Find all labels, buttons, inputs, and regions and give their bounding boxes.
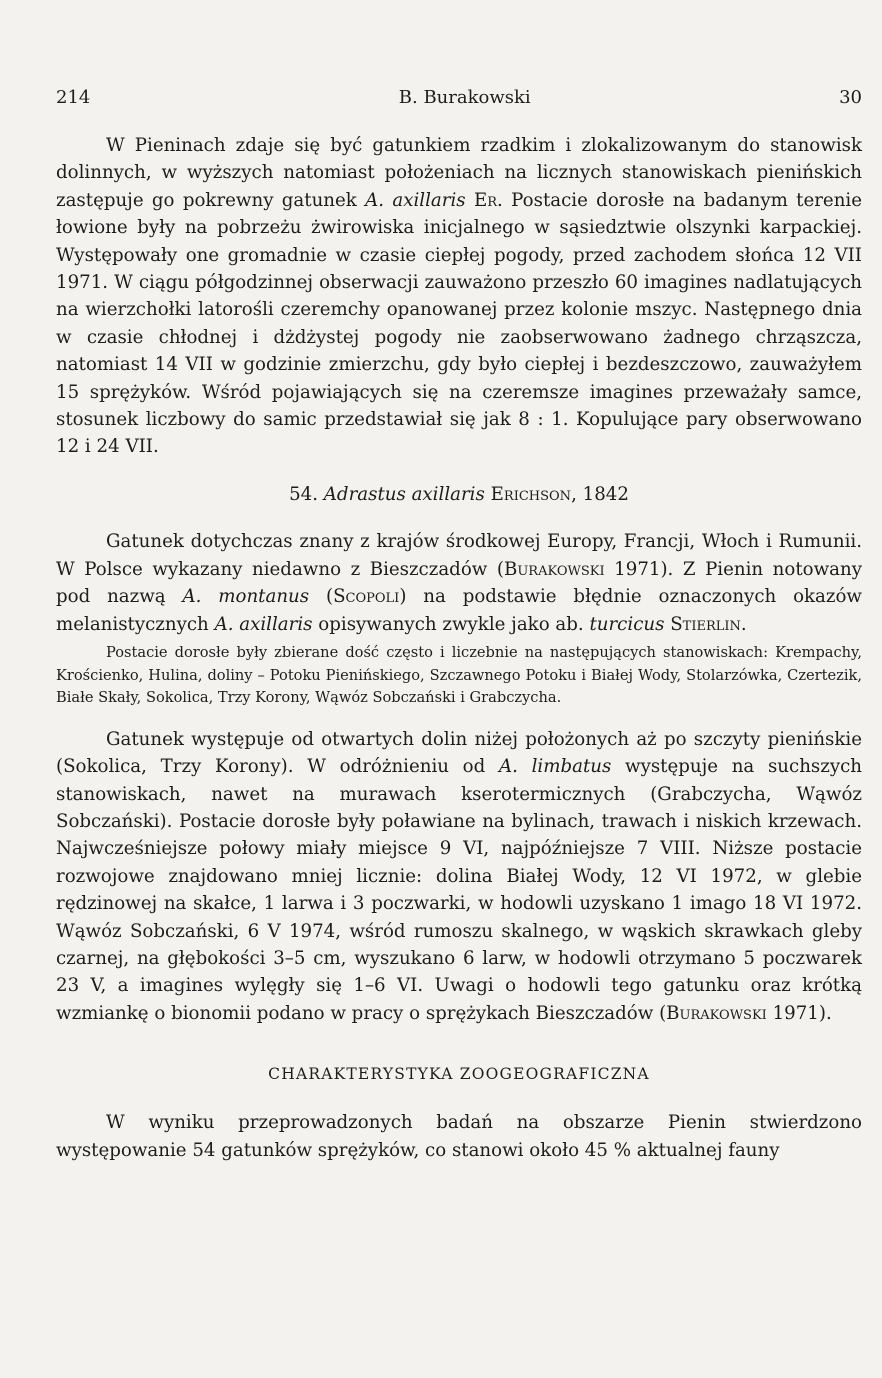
text-run: Gatunek występuje od otwartych dolin niżej położonych aż po szczyty pienińskie (Sokolica, Trzy Korony). W odróżnieniu od: [56, 728, 862, 778]
page-body: [56, 132, 862, 1164]
species-heading-name: Adrastus axillaris: [323, 483, 485, 505]
locality-paragraph: Postacie dorosłe były zbierane dość często i liczebnie na następujących stanowiskach: Krempachy, Krościenko, Hulina, doliny – Potoku Pienińskiego, Szczawnego Potoku i Białej Wody, Stolarzówka, Czertezik, Białe Skały, Sokolica, Trzy Korony, Wąwóz Sobczański i Grabczycha.: [56, 643, 862, 707]
text-run: (: [309, 586, 334, 608]
species-number: 54.: [289, 483, 318, 505]
text-run: ) na podstawie błędnie oznaczonych okazów melanistycznych: [56, 586, 862, 635]
text-run: W Pieninach zdaje się być gatunkiem rzadkim i zlokalizowanym do stanowisk dolinnych, w wyższych natomiast położeniach na licznych stanowiskach pienińskich zastępuje go pokrewny gatunek: [56, 135, 862, 211]
text-run: Postacie dorosłe na badanym terenie łowione były na pobrzeżu żwirowiska inicjalnego w sąsiedztwie olszynki karpackiej. Występowały one gromadnie w czasie ciepłej pogody, przed zachodem słońca 12 VII 1971. W ciągu półgodzinnej obserwacji zauważono przeszło 60 imagines nadlatujących na wierzchołki latorośli czeremchy opanowanej przez kolonie mszyc. Następnego dnia w czasie chłodnej i dżdżystej pogody nie zaobserwowano żadnego chrząszcza, natomiast 14 VII w godzinie zmierzchu, gdy było ciepłej i bezdeszczowo, zauważyłem 15 sprężyków. Wśród pojawiających się na czeremsze imagines przeważały samce, stosunek liczbowy do samic przedstawiał się jak 8 : 1. Kopulujące pary obserwowano 12 i 24 VII.: [56, 189, 862, 458]
running-author: B. Burakowski: [398, 86, 531, 108]
text-run: Gatunek dotychczas znany z krajów środkowej Europy, Francji, Włoch i Rumunii. W Polsce wykazany niedawno z Bieszczadów (: [56, 531, 862, 580]
paragraph-1: [56, 132, 862, 461]
species-name: A. limbatus: [498, 756, 612, 778]
citation: Burakowski: [666, 1002, 767, 1024]
species-name: A. axillaris: [214, 613, 313, 635]
paragraph-2: [56, 528, 862, 638]
text-run: .: [740, 613, 747, 635]
species-heading-author: Erichson: [490, 483, 572, 505]
running-number: 30: [839, 86, 862, 108]
species-heading-year: , 1842: [571, 483, 629, 505]
text-run: występuje na suchszych stanowiskach, nawet na murawach kserotermicznych (Grabczycha, Wąwóz Sobczański). Postacie dorosłe były poławiane na bylinach, trawach i niskich krzewach. Najwcześniejsze połowy miały miejsce 9 VI, najpóźniejsze 7 VIII. Niższe postacie rozwojowe znajdowano mniej licznie: dolina Białej Wody, 12 VI 1972, w glebie rędzinowej na skałce, 1 larwa i 3 poczwarki, w hodowli uzyskano 1 imago 18 VI 1972. Wąwóz Sobczański, 6 V 1974, wśród rumoszu skalnego, w wąskich skrawkach gleby czarnej, na głębokości 3–5 cm, wyszukano 6 larw, w hodowli otrzymano 5 poczwarek 23 V, a imagines wylęgły się 1–6 VI. Uwagi o hodowli tego gatunku oraz krótką wzmiankę o bionomii podano w pracy o sprężykach Bieszczadów (: [56, 756, 862, 1024]
paragraph-5: W wyniku przeprowadzonych badań na obszarze Pienin stwierdzono występowanie 54 gatunków sprężyków, co stanowi około 45 % aktualnej fauny: [56, 1112, 862, 1161]
species-name: A. montanus: [182, 586, 310, 608]
author-citation: Er.: [473, 189, 503, 211]
species-heading: [56, 481, 862, 508]
text-run: 1971).: [766, 1002, 832, 1024]
text-run: 1971). Z Pienin notowany pod nazwą: [56, 558, 863, 608]
page-header: [56, 84, 862, 110]
text-run: opisywanych zwykle jako ab.: [312, 613, 590, 635]
citation: Scopoli: [333, 586, 400, 608]
page-number: 214: [56, 86, 91, 108]
citation: Stierlin: [670, 613, 741, 635]
citation: Burakowski: [503, 558, 605, 580]
species-name: A. axillaris: [365, 189, 466, 211]
paragraph-4: [56, 726, 862, 1027]
section-heading: CHARAKTERYSTYKA ZOOGEOGRAFICZNA: [268, 1065, 650, 1084]
aberration-name: turcicus: [589, 613, 665, 635]
